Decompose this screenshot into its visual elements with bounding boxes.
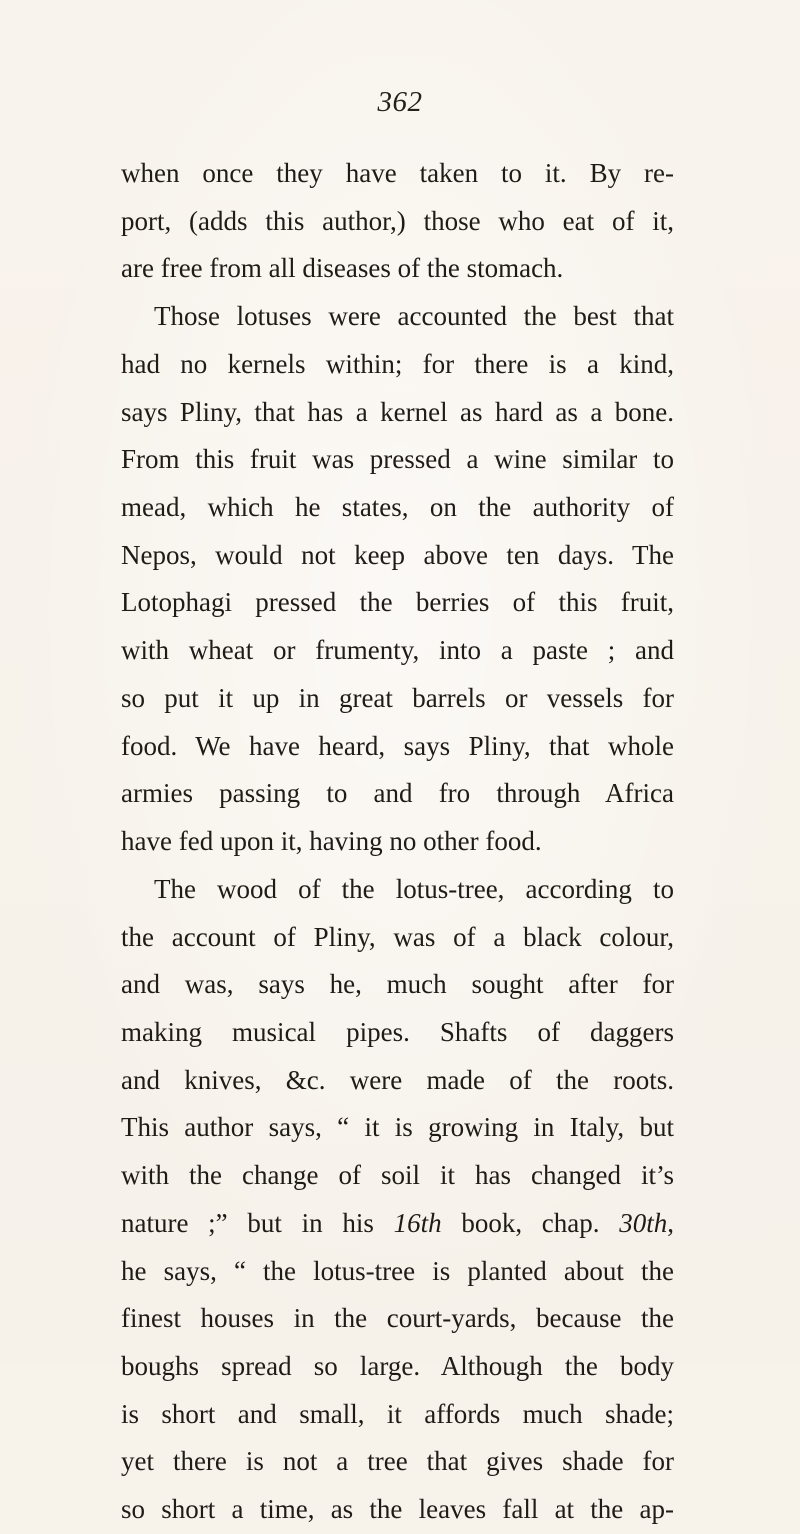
text-segment: book, chap. [441,1207,620,1238]
text-line: port, (adds this author,) those who eat of it, [121,205,674,236]
text-line: mead, which he states, on the authority of [121,492,674,523]
text-line: armies passing to and fro through Africa [121,778,674,809]
text-line: Nepos, would not keep above ten days. The [121,539,674,570]
text-line: with wheat or frumenty, into a paste ; and [121,635,674,666]
text-line: so put it up in great barrels or vessels for [121,682,674,713]
body-text [121,150,674,1534]
text-line [121,1200,674,1248]
text-line: the account of Pliny, was of a black colour, [121,921,674,952]
text-line: Those lotuses were accounted the best that [154,301,674,332]
text-line: so short a time, as the leaves fall at the ap- [121,1494,674,1525]
text-line: making musical pipes. Shafts of daggers [121,1016,674,1047]
text-line: and was, says he, much sought after for [121,969,674,1000]
text-line: with the change of soil it has changed it’s [121,1160,674,1191]
text-line: finest houses in the court-yards, because the [121,1303,674,1334]
text-line: and knives, &c. were made of the roots. [121,1064,674,1095]
text-segment: nature ;” but in his [121,1207,394,1238]
text-line: is short and small, it affords much shade; [121,1398,674,1429]
text-line: boughs spread so large. Although the body [121,1350,674,1381]
text-line: From this fruit was pressed a wine similar to [121,444,674,475]
text-line: This author says, “ it is growing in Italy, but [121,1112,674,1143]
book-number-italic: 16th [393,1207,442,1238]
text-line: food. We have heard, says Pliny, that whole [121,730,674,761]
text-line: had no kernels within; for there is a kind, [121,348,674,379]
text-line: says Pliny, that has a kernel as hard as a bone. [121,396,674,427]
text-line: when once they have taken to it. By re- [121,158,674,188]
text-line: have fed upon it, having no other food. [121,826,542,857]
chapter-number-italic: 30th [619,1207,668,1238]
text-line: Lotophagi pressed the berries of this fruit, [121,587,674,618]
page-number: 362 [377,86,423,118]
text-line: are free from all diseases of the stomach. [121,253,564,284]
text-line: The wood of the lotus-tree, according to [154,873,674,904]
text-line: he says, “ the lotus-tree is planted about the [121,1255,674,1286]
text-line: yet there is not a tree that gives shade for [121,1446,674,1477]
text-segment: , [667,1207,674,1238]
